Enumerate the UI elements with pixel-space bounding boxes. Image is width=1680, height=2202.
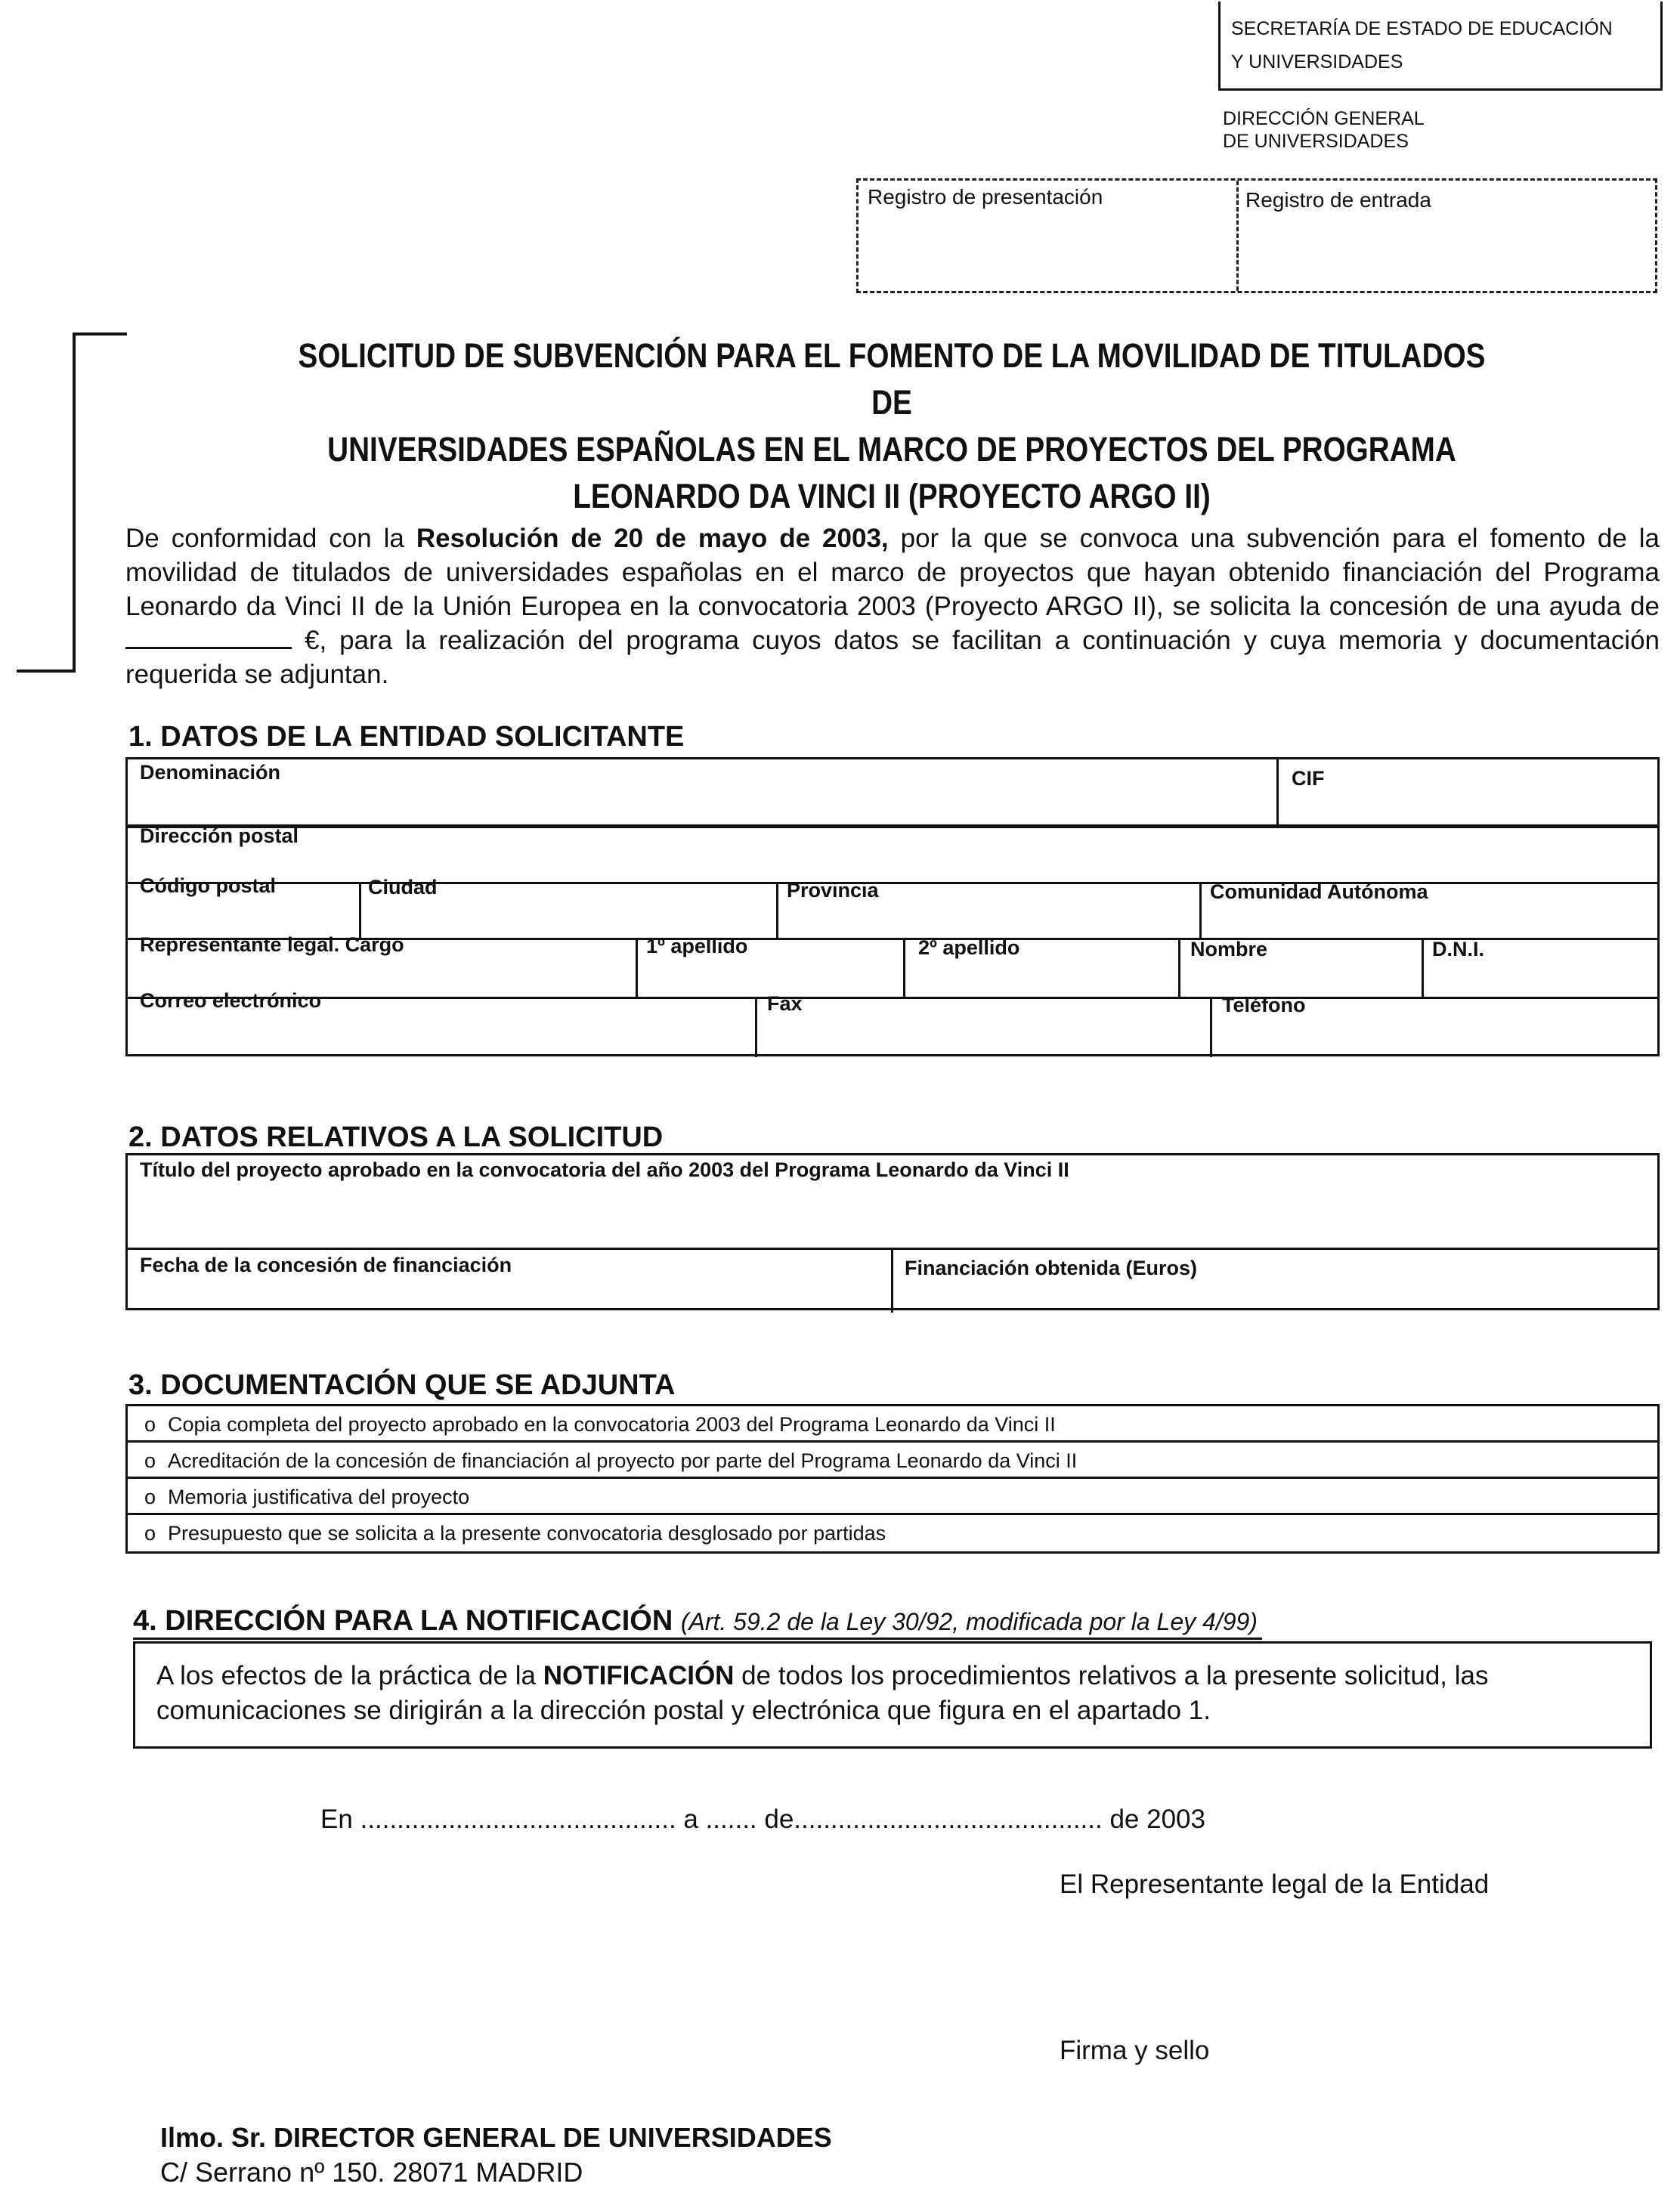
intro-text-3: €, para la realización del programa cuyos datos se facilitan a continuación y cuya memoria y documentación requerida se adjuntan. <box>125 626 1660 689</box>
section4-title-text: 4. DIRECCIÓN PARA LA NOTIFICACIÓN <box>133 1605 673 1637</box>
comunidad-label: Comunidad Autónoma <box>1210 880 1428 903</box>
direccion-line2: DE UNIVERSIDADES <box>1223 131 1409 152</box>
firma-sello-label: Firma y sello <box>1060 2036 1210 2065</box>
title-line2: UNIVERSIDADES ESPAÑOLAS EN EL MARCO DE PROYECTOS DEL PROGRAMA <box>327 430 1456 469</box>
ciudad-label: Ciudad <box>368 876 438 898</box>
registro-presentacion-label: Registro de presentación <box>868 185 1103 209</box>
address: C/ Serrano nº 150. 28071 MADRID <box>160 2157 583 2188</box>
financiacion-label: Financiación obtenida (Euros) <box>905 1257 1198 1279</box>
nombre-label: Nombre <box>1190 938 1268 960</box>
provincia-label: Provincia <box>787 879 879 902</box>
section4-title <box>133 1605 1262 1640</box>
section2-title: 2. DATOS RELATIVOS A LA SOLICITUD <box>128 1121 664 1153</box>
list-item: o Memoria justificativa del proyecto <box>128 1479 1657 1515</box>
secretaria-line2: Y UNIVERSIDADES <box>1231 51 1403 73</box>
list-item: o Copia completa del proyecto aprobado en la convocatoria 2003 del Programa Leonardo da Vinci II <box>128 1406 1657 1443</box>
direccion-line1: DIRECCIÓN GENERAL <box>1223 108 1425 129</box>
title-line1: SOLICITUD DE SUBVENCIÓN PARA EL FOMENTO DE LA MOVILIDAD DE TITULADOS DE <box>298 336 1486 422</box>
intro-resolution: Resolución de 20 de mayo de 2003, <box>416 524 889 553</box>
direccion-postal-label: Dirección postal <box>140 824 299 847</box>
secretaria-line1: SECRETARÍA DE ESTADO DE EDUCACIÓN <box>1231 18 1613 39</box>
titulo-proyecto-label: Título del proyecto aprobado en la convocatoria del año 2003 del Programa Leonardo da Vinci II <box>140 1158 1069 1181</box>
registro-entrada-label: Registro de entrada <box>1245 188 1431 212</box>
notif-text-2: de todos los procedimientos relativos a la presente solicitud, las comunicaciones se dirigirán a la dirección postal y electrónica que figura en el apartado 1. <box>156 1661 1489 1725</box>
representante-signature-label: El Representante legal de la Entidad <box>1060 1870 1490 1899</box>
correo-label: Correo electrónico <box>140 989 322 1012</box>
date-line: En ........................................... a ....... de.......................................... de 2003 <box>320 1805 1205 1834</box>
section4-reference: (Art. 59.2 de la Ley 30/92, modificada por la Ley 4/99) <box>680 1608 1258 1635</box>
telefono-label: Teléfono <box>1222 994 1306 1016</box>
apellido2-label: 2º apellido <box>918 936 1020 959</box>
entidad-table <box>125 757 1660 1056</box>
addressee: Ilmo. Sr. DIRECTOR GENERAL DE UNIVERSIDADES <box>160 2122 832 2153</box>
notificacion-box <box>133 1641 1652 1749</box>
notif-text-1: A los efectos de la práctica de la <box>156 1661 543 1690</box>
fax-label: Fax <box>767 992 803 1015</box>
page-title <box>287 332 1496 520</box>
documentacion-list <box>125 1404 1660 1554</box>
secretaria-box <box>1218 2 1663 91</box>
cif-label: CIF <box>1292 767 1325 790</box>
section1-title: 1. DATOS DE LA ENTIDAD SOLICITANTE <box>128 721 685 753</box>
intro-paragraph <box>125 521 1660 691</box>
list-item: o Presupuesto que se solicita a la presente convocatoria desglosado por partidas <box>144 1522 886 1545</box>
codigo-postal-label: Código postal <box>140 874 276 897</box>
solicitud-table <box>125 1153 1660 1310</box>
section3-title: 3. DOCUMENTACIÓN QUE SE ADJUNTA <box>128 1369 676 1401</box>
apellido1-label: 1º apellido <box>646 935 748 957</box>
list-item: o Acreditación de la concesión de financiación al proyecto por parte del Programa Leonardo da Vinci II <box>128 1443 1657 1479</box>
intro-text-1: De conformidad con la <box>125 524 416 553</box>
margin-bracket <box>17 332 107 673</box>
registro-divider <box>1236 181 1239 291</box>
direccion-general <box>1223 107 1425 153</box>
denominacion-label: Denominación <box>140 761 281 784</box>
representante-label: Representante legal. Cargo <box>140 933 404 956</box>
title-line3: LEONARDO DA VINCI II (PROYECTO ARGO II) <box>573 477 1211 515</box>
registro-box <box>856 178 1657 293</box>
fecha-concesion-label: Fecha de la concesión de financiación <box>140 1254 512 1276</box>
notif-keyword: NOTIFICACIÓN <box>543 1661 735 1690</box>
amount-blank[interactable] <box>125 624 292 649</box>
intro-text-2: por la que se convoca una subvención para el fomento de la movilidad de titulados de universidades españolas en el marco de proyectos que hayan obtenido financiación del Programa Leonardo da Vinci II de la Unión Europea en la convocatoria 2003 (Proyecto ARGO II), se solicita la concesión de una ayuda de <box>125 524 1660 621</box>
dni-label: D.N.I. <box>1432 938 1485 960</box>
